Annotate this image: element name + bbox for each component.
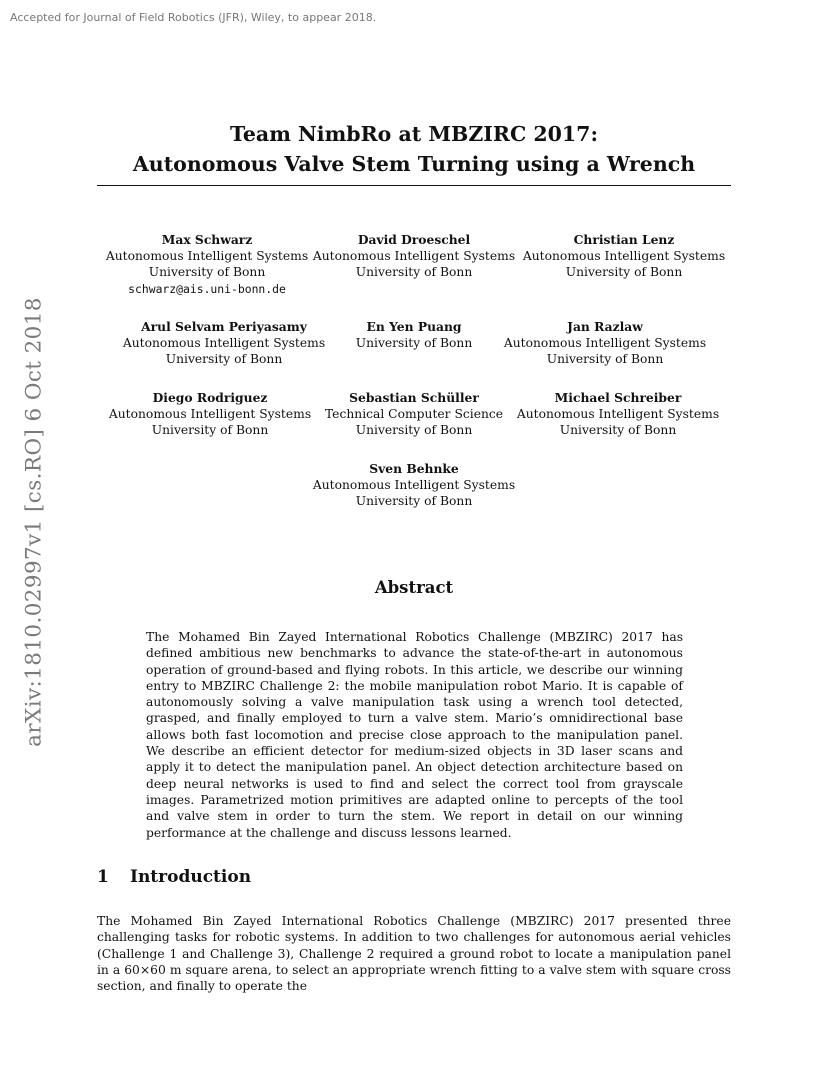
author-institution: University of Bonn	[355, 265, 473, 280]
author-block	[356, 319, 473, 351]
section-title: Introduction	[130, 867, 252, 887]
author-institution: University of Bonn	[148, 265, 266, 280]
paper-title-line-2: Autonomous Valve Stem Turning using a Wrench	[132, 152, 696, 176]
author-affiliation: Technical Computer Science	[324, 407, 504, 422]
author-institution: University of Bonn	[355, 336, 473, 351]
author-affiliation: Autonomous Intelligent Systems	[108, 407, 312, 422]
author-name: Max Schwarz	[161, 232, 253, 247]
author-name: Sebastian Schüller	[349, 390, 479, 405]
author-institution: University of Bonn	[355, 494, 473, 509]
author-affiliation: Autonomous Intelligent Systems	[516, 407, 720, 422]
paper-title	[0, 119, 828, 179]
author-block	[504, 319, 706, 368]
abstract-body: The Mohamed Bin Zayed International Robotics Challenge (MBZIRC) 2017 has defined ambitious new benchmarks to advance the state-of-the-art in autonomous operation of ground-based and flying robots. In this article, we describe our winning entry to MBZIRC Challenge 2: the mobile manipulation robot Mario. It is capable of autonomously solving a valve manipulation task using a wrench tool detected, grasped, and finally employed to turn a valve stem. Mario’s omnidirectional base allows both fast locomotion and precise close approach to the manipulation panel. We describe an efficient detector for medium-sized objects in 3D laser scans and apply it to detect the manipulation panel. An object detection architecture based on deep neural networks is used to find and select the correct tool from grayscale images. Parametrized motion primitives are adapted online to percepts of the tool and valve stem in order to turn the stem. We report in detail on our winning performance at the challenge and discuss lessons learned.	[146, 630, 683, 840]
author-institution: University of Bonn	[565, 265, 683, 280]
section-number: 1	[97, 867, 109, 887]
author-affiliation: Autonomous Intelligent Systems	[522, 249, 726, 264]
author-name: Christian Lenz	[573, 232, 675, 247]
author-block	[313, 461, 515, 510]
paper-title-line-1: Team NimbRo at MBZIRC 2017:	[229, 122, 599, 146]
author-block	[523, 232, 725, 281]
author-institution: University of Bonn	[355, 423, 473, 438]
author-affiliation: Autonomous Intelligent Systems	[503, 336, 707, 351]
author-block	[109, 390, 311, 439]
author-block	[313, 232, 515, 281]
author-institution: University of Bonn	[165, 352, 283, 367]
author-name: David Droeschel	[357, 232, 471, 247]
author-block	[325, 390, 503, 439]
author-name: Jan Razlaw	[567, 319, 643, 334]
author-name: Michael Schreiber	[554, 390, 682, 405]
author-block	[517, 390, 719, 439]
journal-acceptance-note: Accepted for Journal of Field Robotics (JFR), Wiley, to appear 2018.	[10, 11, 377, 24]
author-name: Sven Behnke	[369, 461, 459, 476]
author-institution: University of Bonn	[546, 352, 664, 367]
author-name: Arul Selvam Periyasamy	[141, 319, 307, 334]
author-institution: University of Bonn	[559, 423, 677, 438]
title-divider	[97, 185, 731, 186]
author-institution: University of Bonn	[151, 423, 269, 438]
author-affiliation: Autonomous Intelligent Systems	[312, 478, 516, 493]
author-affiliation: Autonomous Intelligent Systems	[105, 249, 309, 264]
abstract-heading: Abstract	[374, 578, 454, 597]
arxiv-identifier: arXiv:1810.02997v1 [cs.RO] 6 Oct 2018	[21, 297, 47, 747]
author-name: En Yen Puang	[366, 319, 462, 334]
author-block	[123, 319, 325, 368]
author-affiliation: Autonomous Intelligent Systems	[312, 249, 516, 264]
author-block	[106, 232, 308, 297]
author-email: schwarz@ais.uni-bonn.de	[128, 281, 286, 296]
introduction-paragraph: The Mohamed Bin Zayed International Robotics Challenge (MBZIRC) 2017 presented three challenging tasks for robotic systems. In addition to two challenges for autonomous aerial vehicles (Challenge 1 and Challenge 3), Challenge 2 required a ground robot to locate a manipulation panel in a 60×60 m square arena, to select an appropriate wrench fitting to a valve stem with square cross section, and finally to operate the	[97, 914, 731, 994]
section-heading	[97, 867, 251, 887]
author-name: Diego Rodriguez	[152, 390, 268, 405]
author-affiliation: Autonomous Intelligent Systems	[122, 336, 326, 351]
